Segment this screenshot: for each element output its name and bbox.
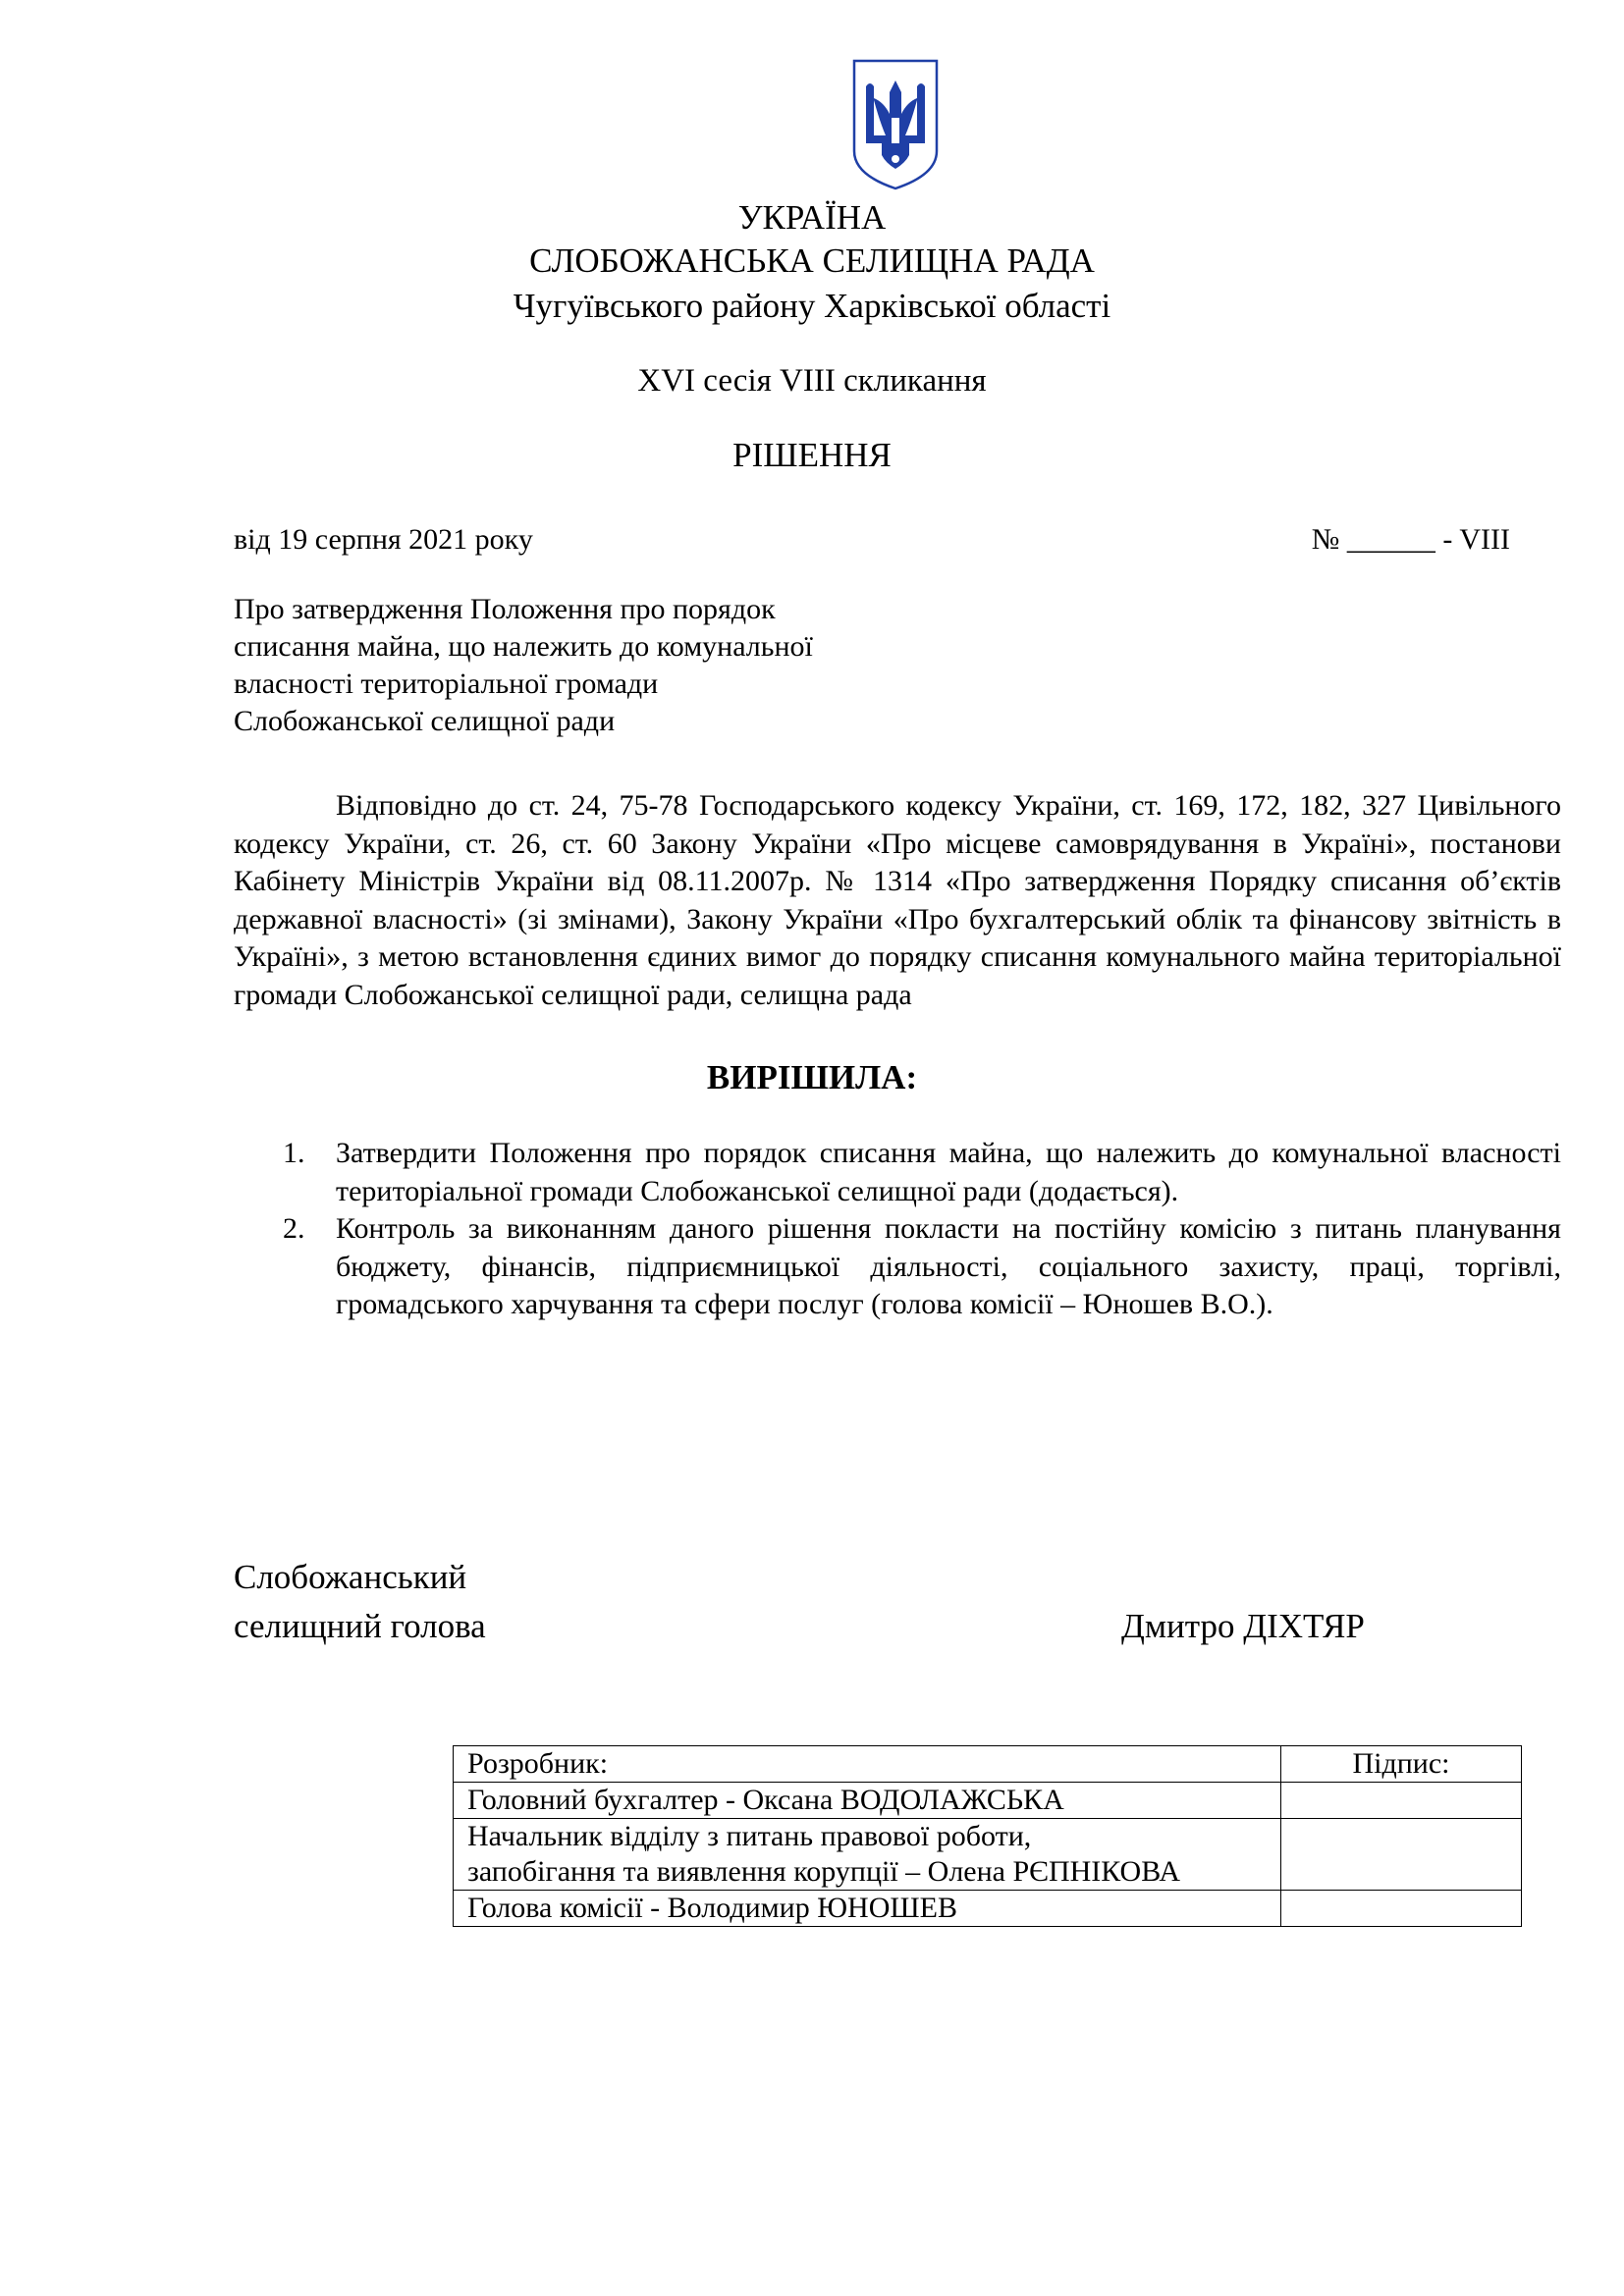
trident-coat-of-arms-icon [850, 57, 941, 192]
subject-line: Слобожанської селищної ради [234, 705, 616, 737]
document-type-title: РІШЕННЯ [732, 436, 892, 474]
list-item [234, 1135, 1561, 1210]
table-header-cell: Розробник: [454, 1746, 1281, 1783]
list-item [234, 1210, 1561, 1324]
decisions-list [234, 1135, 1561, 1324]
resolved-heading: ВИРІШИЛА: [706, 1058, 918, 1096]
session-line: XVI сесія VIII скликання [637, 363, 987, 399]
district-subtitle: Чугуївського району Харківської області [513, 287, 1111, 325]
table-cell [454, 1783, 1281, 1819]
decision-number: № ______ - VIII [1311, 523, 1510, 556]
preamble-paragraph: Відповідно до ст. 24, 75-78 Господарського кодексу України, ст. 169, 172, 182, 327 Цивільного кодексу України, ст. 26, ст. 60 Закону України «Про місцеве самоврядування в Україні», постанови Кабінету Міністрів України від 08.11.2007р. № 1314 «Про затвердження Порядку списання об’єктів державної власності» (зі змінами), Закону України «Про бухгалтерський облік та фінансову звітність в Україні», з метою встановлення єдиних вимог до порядку списання комунального майна територіальної громади Слобожанської селищної ради, селищна рада [234, 789, 1561, 1011]
subject-line: власності територіальної громади [234, 667, 659, 700]
signatory-name: Дмитро ДІХТЯР [1121, 1607, 1365, 1645]
signatory-title-line: селищний голова [234, 1607, 486, 1645]
signature-cell [1281, 1891, 1522, 1927]
cell-line: Головний бухгалтер - Оксана ВОДОЛАЖСЬКА [467, 1784, 1064, 1816]
table-row [454, 1819, 1522, 1891]
subject-line: списання майна, що належить до комунальної [234, 630, 813, 663]
list-item-number: 2. [283, 1212, 305, 1245]
table-row [454, 1783, 1522, 1819]
table-row [454, 1891, 1522, 1927]
signatory-title-line: Слобожанський [234, 1558, 467, 1596]
signature-cell [1281, 1819, 1522, 1891]
list-item-text: Контроль за виконанням даного рішення покласти на постійну комісію з питань планування бюджету, фінансів, підприємницької діяльності, соціального захисту, праці, торгівлі, громадського харчування та сфери послуг (голова комісії – Юношев В.О.). [336, 1212, 1561, 1320]
decision-date: від 19 серпня 2021 року [234, 523, 533, 556]
cell-line: Голова комісії - Володимир ЮНОШЕВ [467, 1892, 957, 1924]
approval-table [453, 1745, 1522, 1927]
list-item-text: Затвердити Положення про порядок списання майна, що належить до комунальної власності територіальної громади Слобожанської селищної ради (додається). [336, 1137, 1561, 1207]
subject-line: Про затвердження Положення про порядок [234, 593, 776, 625]
decision-subject [234, 591, 921, 740]
country-title: УКРАЇНА [737, 198, 887, 237]
table-cell [454, 1891, 1281, 1927]
signature-cell [1281, 1783, 1522, 1819]
table-cell [454, 1819, 1281, 1891]
coat-of-arms-emblem [850, 57, 941, 192]
signatory-title [234, 1553, 486, 1651]
table-header-row [454, 1746, 1522, 1783]
table-header-cell: Підпис: [1281, 1746, 1522, 1783]
council-title: СЛОБОЖАНСЬКА СЕЛИЩНА РАДА [529, 241, 1095, 280]
cell-line: запобігання та виявлення корупції – Олена РЄПНІКОВА [467, 1855, 1181, 1888]
cell-line: Начальник відділу з питань правової роботи, [467, 1820, 1032, 1852]
list-item-number: 1. [283, 1137, 305, 1169]
